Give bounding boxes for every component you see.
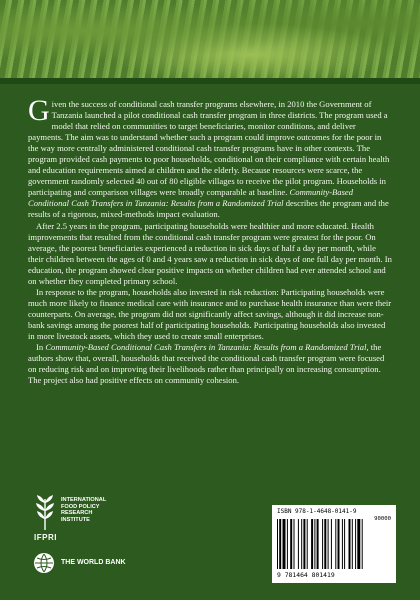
barcode-bar [311, 519, 313, 569]
paragraph-4 [28, 342, 392, 386]
paragraph-1-end: describes the program and the results of a rigorous, mixed-methods impact evaluation. [28, 198, 389, 220]
ifpri-name [61, 497, 106, 523]
divider-band [0, 78, 420, 84]
paragraph-4-end: , the authors show that, overall, households that received the conditional cash transfer program were focused on reducing risk and on improving their livelihoods rather than principally on increasing consumption. The project also had positive effects on community cohesion. [28, 342, 385, 386]
world-bank-logo [34, 553, 174, 575]
drop-cap: G [28, 94, 50, 127]
isbn-number: ISBN 978-1-4648-0141-9 [277, 508, 357, 515]
isbn-barcode [272, 505, 396, 583]
barcode-bar [307, 519, 308, 569]
barcode-bar [331, 519, 332, 569]
barcode-digits: 9 781464 801419 [277, 571, 335, 579]
barcode-bar [328, 519, 329, 569]
barcode-bar [335, 519, 336, 569]
barcode-bar [283, 519, 286, 569]
barcode-bar [357, 519, 360, 569]
paragraph-4-start: In [36, 342, 46, 353]
barcode-bar [314, 519, 315, 569]
barcode-bar [344, 519, 345, 569]
paragraph-2: After 2.5 years in the program, participating households were healthier and more educated. Health improvements that resulted from the conditional cash transfer program were greatest for the poor. On average, the poorest beneficiaries experienced a reduction in sick days of half a day per month, while their children between the ages of 0 and 4 years saw a reduction in sick days of one full day per month. In education, the program showed clear positive impacts on whether children had ever attended school and on whether they completed primary school. [28, 220, 392, 286]
ifpri-line: RESEARCH [61, 510, 93, 517]
barcode-bar [355, 519, 356, 569]
globe-icon [34, 553, 54, 573]
price-code: 90000 [374, 516, 391, 522]
wheat-icon [34, 493, 56, 531]
barcode-bar [294, 519, 295, 569]
barcode-bar [290, 519, 292, 569]
barcode-bar [324, 519, 326, 569]
barcode-bars [277, 519, 391, 569]
ifpri-line: INSTITUTE [61, 516, 90, 523]
ifpri-line: FOOD POLICY [61, 503, 100, 510]
book-title-reference-2: Community-Based Conditional Cash Transfers in Tanzania: Results from a Randomized Trial [45, 342, 367, 353]
ifpri-line: INTERNATIONAL [61, 497, 107, 503]
barcode-bar [317, 519, 319, 569]
paragraph-1 [28, 94, 392, 221]
barcode-bar [301, 519, 302, 569]
barcode-bar [362, 519, 363, 569]
cover-photo-strip [0, 0, 420, 78]
ifpri-wordmark: IFPRI [34, 533, 57, 542]
barcode-bar [322, 519, 323, 569]
barcode-bar [342, 519, 343, 569]
barcode-bar [287, 519, 288, 569]
barcode-bar [277, 519, 278, 569]
ifpri-logo [34, 493, 154, 553]
barcode-bar [349, 519, 351, 569]
barcode-bar [298, 519, 299, 569]
paragraph-1-text: iven the success of conditional cash transfer programs elsewhere, in 2010 the Government of Tanzania launched a pilot conditional cash transfer program in three districts. The program used a model that relied on communities to target beneficiaries, monitor conditions, and deliver payments. The aim was to understand whether such a program could improve outcomes for the poor in the way more centrally administered conditional cash transfer programs have in other contexts. The program provided cash payments to poor households, conditional on their compliance with certain health and education requirements aimed at children and the elderly. Because resources were scarce, the government randomly selected 40 out of 80 eligible villages to receive the pilot program. Households in participating and comparison villages were broadly comparable at baseline. [28, 99, 390, 198]
barcode-bar [279, 519, 281, 569]
barcode-bar [352, 519, 353, 569]
world-bank-name: THE WORLD BANK [61, 559, 126, 566]
back-cover-text [28, 94, 392, 386]
paragraph-3: In response to the program, households also invested in risk reduction: Participating households were much more likely to finance medical care with insurance and to purchase health insurance than were their counterparts. On average, the program did not significantly affect savings, although it did increase non-bank savings among the poorest half of participating households. Participating households also invested in more livestock assets, which they used to create small enterprises. [28, 286, 392, 341]
barcode-bar [338, 519, 340, 569]
book-title-reference: Community-Based Conditional Cash Transfers in Tanzania: Results from a Randomized Trial [28, 187, 354, 209]
barcode-bar [303, 519, 305, 569]
